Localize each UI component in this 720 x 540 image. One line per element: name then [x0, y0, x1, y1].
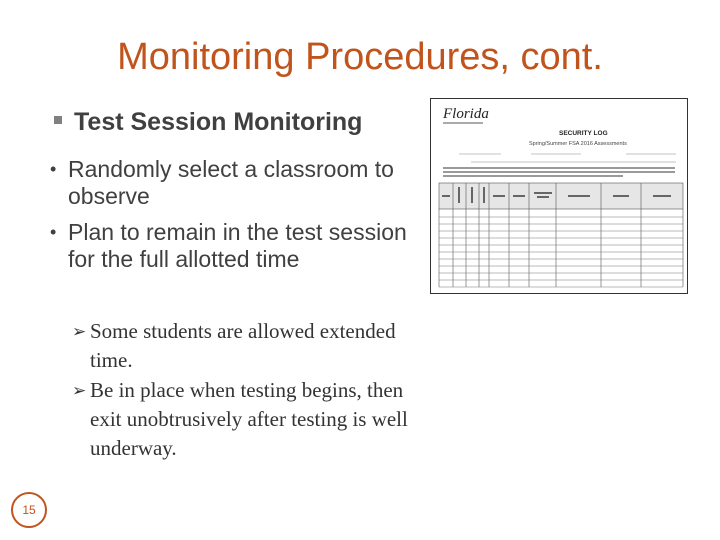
arrow-bullet-icon: ➢ — [72, 322, 87, 341]
page-number: 15 — [11, 492, 47, 528]
security-log-image — [430, 98, 688, 294]
sub-bullet-item — [72, 376, 417, 463]
table-header — [439, 183, 683, 209]
sub-bullet-text: Be in place when testing begins, then exit unobtrusively after testing is well underway. — [90, 378, 408, 460]
bullet-item — [50, 156, 430, 210]
instruction-text-blocks — [443, 167, 675, 177]
florida-logo: Florida — [443, 106, 489, 122]
bullet-dot-icon: • — [50, 159, 57, 179]
log-subtitle: Spring/Summer FSA 2016 Assessments — [529, 141, 627, 147]
table-rows — [439, 217, 683, 287]
section-heading-text: Test Session Monitoring — [74, 108, 363, 136]
sub-bullet-text: Some students are allowed extended time. — [90, 319, 396, 372]
security-log-drawing — [431, 99, 687, 293]
bullet-list — [50, 156, 430, 282]
bullet-item — [50, 219, 430, 273]
form-fill-lines — [459, 154, 676, 162]
log-title: SECURITY LOG — [559, 130, 608, 137]
sub-bullet-item — [72, 317, 417, 375]
square-bullet-icon — [54, 116, 62, 124]
bullet-text: Randomly select a classroom to observe — [68, 156, 394, 209]
slide-title: Monitoring Procedures, cont. — [117, 36, 603, 78]
bullet-text: Plan to remain in the test session for the full allotted time — [68, 219, 407, 272]
section-heading — [54, 108, 362, 137]
sub-bullet-list — [72, 317, 417, 464]
arrow-bullet-icon: ➢ — [72, 381, 87, 400]
bullet-dot-icon: • — [50, 222, 57, 242]
